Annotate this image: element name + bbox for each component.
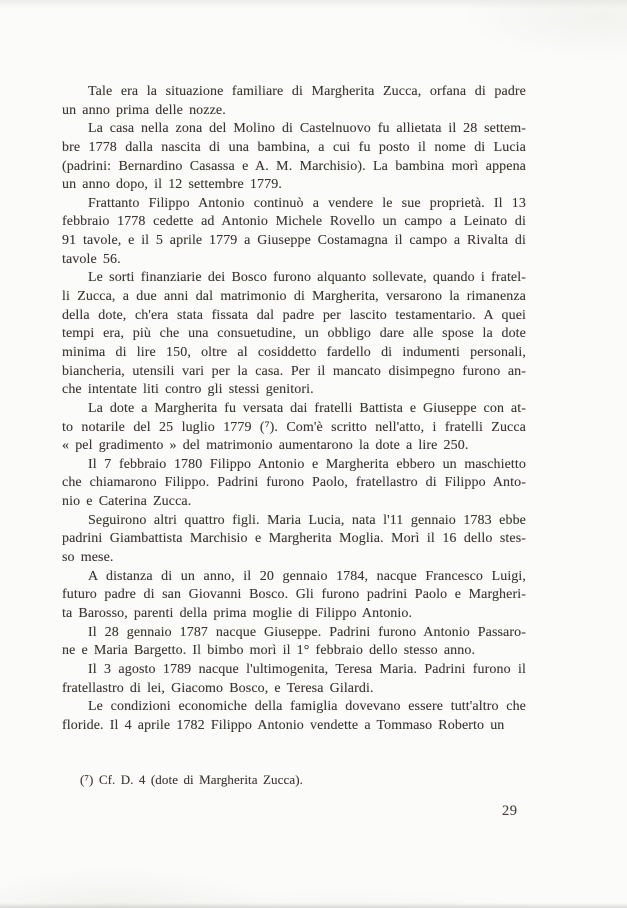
text-line: 91 tavole, e il 5 aprile 1779 a Giuseppe Costamagna il campo a Rivalta di	[62, 233, 526, 249]
text-line: to notarile del 25 luglio 1779 (⁷). Com'è scritto nell'atto, i fratelli Zucca	[62, 419, 526, 435]
text-line: che chiamarono Filippo. Padrini furono Paolo, fratellastro di Filippo Anto-	[62, 475, 526, 491]
text-line: fratellastro di lei, Giacomo Bosco, e Teresa Gilardi.	[62, 680, 374, 696]
page-number: 29	[502, 803, 518, 819]
text-line: minima di lire 150, oltre al cosiddetto fardello di indumenti personali,	[62, 344, 526, 360]
text-line: (padrini: Bernardino Casassa e A. M. Marchisio). La bambina morì appena	[62, 158, 526, 174]
text-line: ta Barosso, parenti della prima moglie di Filippo Antonio.	[62, 605, 413, 621]
paragraph	[62, 195, 526, 270]
text-line: li Zucca, a due anni dal matrimonio di Margherita, versarono la rimanenza	[62, 289, 526, 305]
paragraph	[62, 120, 526, 195]
text-line: Il 7 febbraio 1780 Filippo Antonio e Margherita ebbero un maschietto	[88, 456, 526, 472]
body-text	[62, 83, 526, 735]
text-line: padrini Giambattista Marchisio e Margherita Moglia. Morì il 16 dello stes-	[62, 531, 526, 547]
text-line: Seguirono altri quattro figli. Maria Lucia, nata l'11 gennaio 1783 ebbe	[88, 512, 526, 528]
paragraph	[62, 512, 526, 568]
paragraph	[62, 624, 526, 661]
paragraph	[62, 269, 526, 399]
text-line: « pel gradimento » del matrimonio aumentarono la dote a lire 250.	[62, 438, 469, 454]
text-line: ne e Maria Bargetto. Il bimbo morì il 1° febbraio dello stesso anno.	[62, 643, 476, 659]
paragraph	[62, 568, 526, 624]
text-line: Il 3 agosto 1789 nacque l'ultimogenita, Teresa Maria. Padrini furono il	[88, 661, 526, 677]
text-line: che intentate liti contro gli stessi genitori.	[62, 382, 314, 398]
text-line: Frattanto Filippo Antonio continuò a vendere le sue proprietà. Il 13	[88, 195, 526, 211]
paragraph	[62, 698, 526, 735]
paragraph	[62, 83, 526, 120]
text-line: Tale era la situazione familiare di Margherita Zucca, orfana di padre	[88, 84, 526, 99]
text-line: della dote, ch'era stata fissata dal padre per lascito testamentario. A quei	[62, 307, 526, 323]
text-line: Le condizioni economiche della famiglia dovevano essere tutt'altro che	[88, 699, 526, 715]
text-line: un anno dopo, il 12 settembre 1779.	[62, 177, 282, 193]
text-line: floride. Il 4 aprile 1782 Filippo Antonio vendette a Tommaso Roberto un	[62, 717, 505, 733]
footnote: (⁷) Cf. D. 4 (dote di Margherita Zucca).	[80, 772, 303, 787]
text-line: febbraio 1778 cedette ad Antonio Michele Rovello un campo a Leinato di	[62, 214, 526, 230]
paragraph	[62, 661, 526, 698]
text-line: tavole 56.	[62, 251, 121, 267]
text-line: Le sorti finanziarie dei Bosco furono alquanto sollevate, quando i fratel-	[88, 270, 526, 286]
text-line: un anno prima delle nozze.	[62, 102, 226, 118]
text-line: biancheria, utensili vari per la casa. Per il mancato disimpegno furono an-	[62, 363, 526, 379]
text-line: La dote a Margherita fu versata dai fratelli Battista e Giuseppe con at-	[88, 400, 526, 416]
text-line: futuro padre di san Giovanni Bosco. Gli furono padrini Paolo e Margheri-	[62, 587, 526, 603]
text-line: Il 28 gennaio 1787 nacque Giuseppe. Padrini furono Antonio Passaro-	[88, 624, 526, 640]
text-line: so mese.	[62, 550, 114, 566]
text-line: tempi era, più che una consuetudine, un obbligo dare alle spose la dote	[62, 326, 526, 342]
paragraph	[62, 400, 526, 456]
text-line: A distanza di un anno, il 20 gennaio 1784, nacque Francesco Luigi,	[88, 568, 526, 584]
paragraph	[62, 456, 526, 512]
text-line: La casa nella zona del Molino di Castelnuovo fu allietata il 28 settem-	[88, 121, 526, 137]
text-line: bre 1778 dalla nascita di una bambina, a cui fu posto il nome di Lucia	[62, 139, 526, 155]
text-line: nio e Caterina Zucca.	[62, 494, 192, 510]
